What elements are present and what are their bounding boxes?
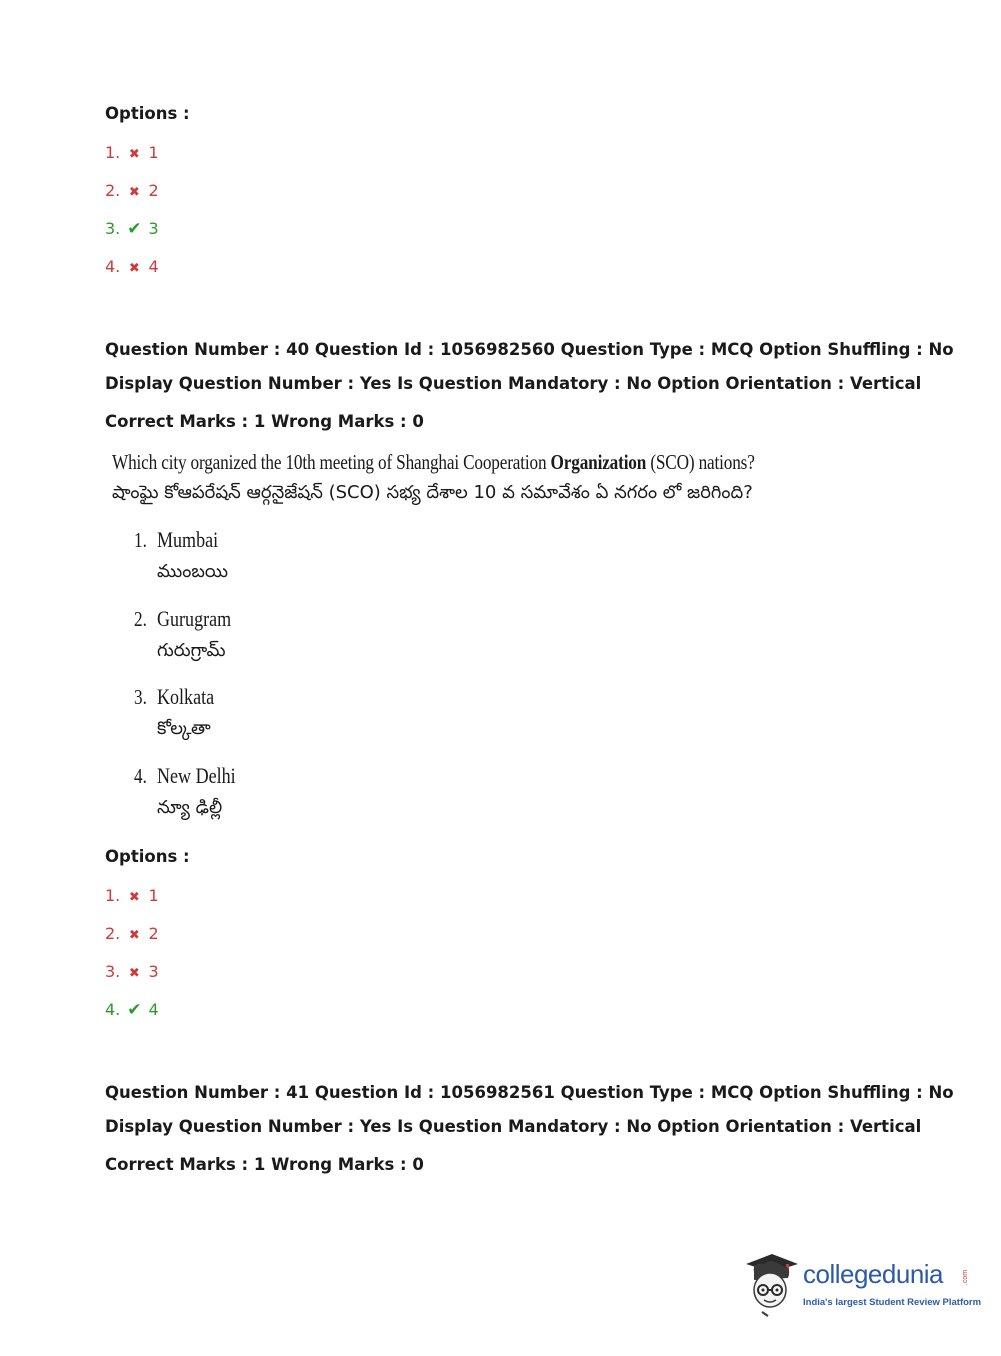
choice-text-telugu: గురుగ్రామ్ bbox=[157, 640, 226, 661]
choice-text-telugu: ముంబయి bbox=[157, 561, 229, 582]
option-number: 4. bbox=[105, 257, 121, 276]
option-item bbox=[105, 143, 159, 162]
option-item bbox=[105, 886, 159, 905]
cross-icon: ✖ bbox=[128, 185, 140, 200]
check-icon: ✔ bbox=[127, 1000, 142, 1020]
option-value: 4 bbox=[148, 1000, 159, 1019]
question-meta-line: Display Question Number : Yes Is Question Mandatory : No Option Orientation : Vertical bbox=[105, 1117, 922, 1136]
question-text-english bbox=[112, 450, 755, 475]
student-mascot-icon bbox=[742, 1250, 802, 1318]
option-number: 2. bbox=[105, 181, 121, 200]
question-text-telugu: షాంఘై కోఆపరేషన్ ఆర్గనైజేషన్ (SCO) సభ్య దేశాల 10 వ సమావేశం ఏ నగరం లో జరిగింది? bbox=[112, 482, 753, 503]
choice-text-english: New Delhi bbox=[157, 763, 236, 788]
choice-text-english: Kolkata bbox=[157, 684, 215, 709]
option-item bbox=[105, 924, 159, 943]
option-number: 1. bbox=[105, 143, 121, 162]
option-item bbox=[105, 219, 159, 239]
question-text-part: (SCO) nations? bbox=[646, 450, 755, 474]
option-number: 1. bbox=[105, 886, 121, 905]
option-number: 4. bbox=[105, 1000, 121, 1019]
option-value: 3 bbox=[148, 962, 159, 981]
option-value: 1 bbox=[148, 143, 159, 162]
option-value: 2 bbox=[148, 924, 159, 943]
option-number: 2. bbox=[105, 924, 121, 943]
options-label: Options : bbox=[105, 847, 190, 866]
choice-text-telugu: న్యూ ఢిల్లీ bbox=[157, 797, 223, 818]
logo-domain-suffix: .com bbox=[962, 1269, 970, 1286]
option-value: 4 bbox=[148, 257, 159, 276]
question-meta-line: Question Number : 40 Question Id : 1056982560 Question Type : MCQ Option Shuffling : No bbox=[105, 340, 954, 359]
question-meta-line: Display Question Number : Yes Is Question Mandatory : No Option Orientation : Vertical bbox=[105, 374, 922, 393]
choice-number: 1. bbox=[134, 528, 147, 552]
question-text-bold: Organization bbox=[550, 450, 647, 474]
option-value: 1 bbox=[148, 886, 159, 905]
choice-text-english: Mumbai bbox=[157, 527, 219, 552]
choice-text-telugu: కోల్కతా bbox=[157, 718, 211, 739]
cross-icon: ✖ bbox=[128, 261, 140, 276]
cross-icon: ✖ bbox=[128, 928, 140, 943]
option-number: 3. bbox=[105, 962, 121, 981]
question-marks-line: Correct Marks : 1 Wrong Marks : 0 bbox=[105, 1155, 424, 1174]
question-text-part: Which city organized the 10th meeting of Shanghai Cooperation bbox=[112, 450, 551, 474]
logo-wordmark: collegedunia bbox=[803, 1259, 944, 1289]
option-item bbox=[105, 1000, 159, 1020]
option-number: 3. bbox=[105, 219, 121, 238]
cross-icon: ✖ bbox=[128, 147, 140, 162]
cross-icon: ✖ bbox=[128, 890, 140, 905]
choice-number: 2. bbox=[134, 607, 147, 631]
cross-icon: ✖ bbox=[128, 966, 140, 981]
option-item bbox=[105, 257, 159, 276]
logo-tagline: India's largest Student Review Platform bbox=[803, 1297, 982, 1308]
check-icon: ✔ bbox=[127, 219, 142, 239]
option-value: 2 bbox=[148, 181, 159, 200]
choice-text-english: Gurugram bbox=[157, 606, 232, 631]
option-value: 3 bbox=[148, 219, 159, 238]
option-item bbox=[105, 962, 159, 981]
choice-number: 3. bbox=[134, 685, 147, 709]
choice-number: 4. bbox=[134, 764, 147, 788]
question-marks-line: Correct Marks : 1 Wrong Marks : 0 bbox=[105, 412, 424, 431]
question-meta-line: Question Number : 41 Question Id : 1056982561 Question Type : MCQ Option Shuffling : No bbox=[105, 1083, 954, 1102]
option-item bbox=[105, 181, 159, 200]
options-label: Options : bbox=[105, 104, 190, 123]
